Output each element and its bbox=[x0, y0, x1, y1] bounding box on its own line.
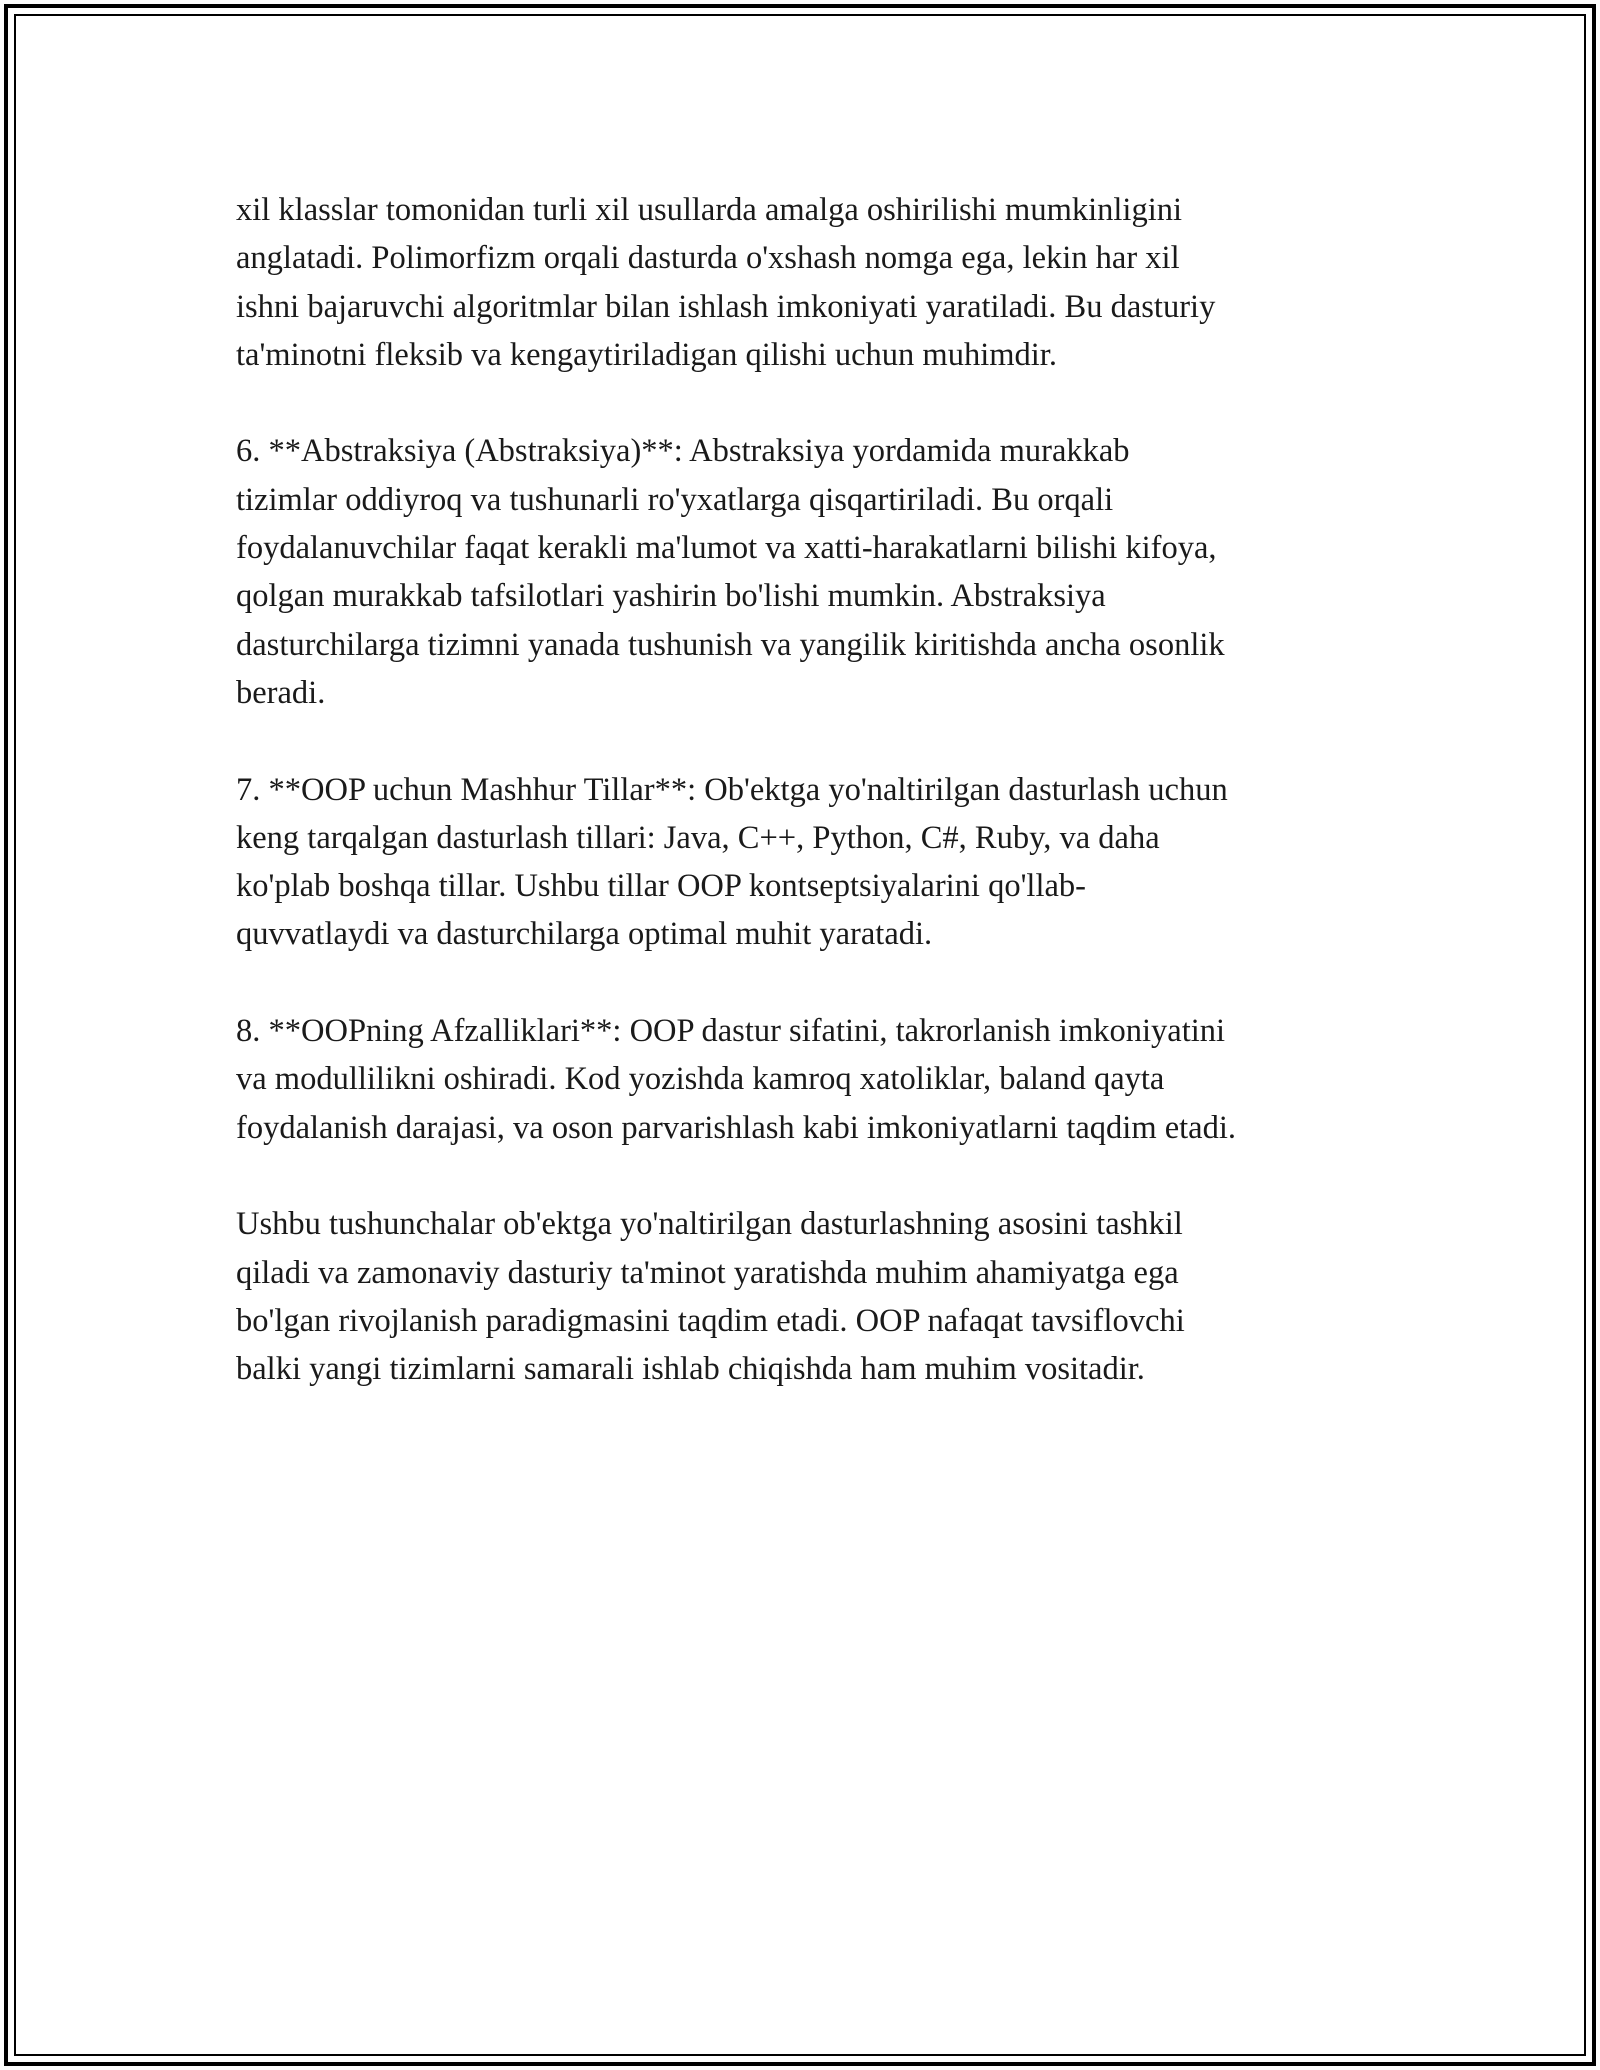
paragraph-oop-advantages bbox=[236, 1007, 1416, 1152]
text-line: foydalanuvchilar faqat kerakli ma'lumot va xatti-harakatlarni bilishi kifoya, bbox=[236, 530, 1217, 567]
text-line: bo'lgan rivojlanish paradigmasini taqdim etadi. OOP nafaqat tavsiflovchi bbox=[236, 1302, 1185, 1339]
text-line: 6. **Abstraksiya (Abstraksiya)**: Abstraksiya yordamida murakkab bbox=[236, 433, 1130, 470]
text-line: keng tarqalgan dasturlash tillari: Java, C++, Python, C#, Ruby, va daha bbox=[236, 819, 1160, 856]
text-line: qolgan murakkab tafsilotlari yashirin bo'lishi mumkin. Abstraksiya bbox=[236, 578, 1106, 615]
text-line: Ushbu tushunchalar ob'ektga yo'naltirilgan dasturlashning asosini tashkil bbox=[236, 1206, 1183, 1243]
text-line: 8. **OOPning Afzalliklari**: OOP dastur sifatini, takrorlanish imkoniyatini bbox=[236, 1013, 1226, 1050]
text-line: quvvatlaydi va dasturchilarga optimal muhit yaratadi. bbox=[236, 916, 933, 953]
text-line: 7. **OOP uchun Mashhur Tillar**: Ob'ektga yo'naltirilgan dasturlash uchun bbox=[236, 771, 1228, 808]
text-line: balki yangi tizimlarni samarali ishlab chiqishda ham muhim vositadir. bbox=[236, 1351, 1145, 1388]
paragraph-abstraction bbox=[236, 427, 1416, 717]
text-line: anglatadi. Polimorfizm orqali dasturda o'xshash nomga ega, lekin har xil bbox=[236, 240, 1180, 277]
text-line: va modullilikni oshiradi. Kod yozishda kamroq xatoliklar, baland qayta bbox=[236, 1061, 1165, 1098]
paragraph-oop-languages bbox=[236, 766, 1416, 959]
text-line: xil klasslar tomonidan turli xil usullarda amalga oshirilishi mumkinligini bbox=[236, 192, 1183, 228]
text-line: dasturchilarga tizimni yanada tushunish va yangilik kiritishda ancha osonlik bbox=[236, 626, 1225, 663]
text-line: ishni bajaruvchi algoritmlar bilan ishlash imkoniyati yaratiladi. Bu dasturiy bbox=[236, 288, 1216, 325]
text-line: beradi. bbox=[236, 674, 326, 711]
paragraph-conclusion bbox=[236, 1200, 1416, 1393]
paragraph-polymorphism-continued bbox=[236, 186, 1416, 379]
document-body bbox=[236, 186, 1416, 1442]
text-line: ta'minotni fleksib va kengaytiriladigan qilishi uchun muhimdir. bbox=[236, 336, 1057, 373]
text-line: ko'plab boshqa tillar. Ushbu tillar OOP kontseptsiyalarini qo'llab- bbox=[236, 868, 1086, 905]
text-line: foydalanish darajasi, va oson parvarishlash kabi imkoniyatlarni taqdim etadi. bbox=[236, 1109, 1237, 1146]
text-line: tizimlar oddiyroq va tushunarli ro'yxatlarga qisqartiriladi. Bu orqali bbox=[236, 481, 1114, 518]
text-line: qiladi va zamonaviy dasturiy ta'minot yaratishda muhim ahamiyatga ega bbox=[236, 1254, 1179, 1291]
